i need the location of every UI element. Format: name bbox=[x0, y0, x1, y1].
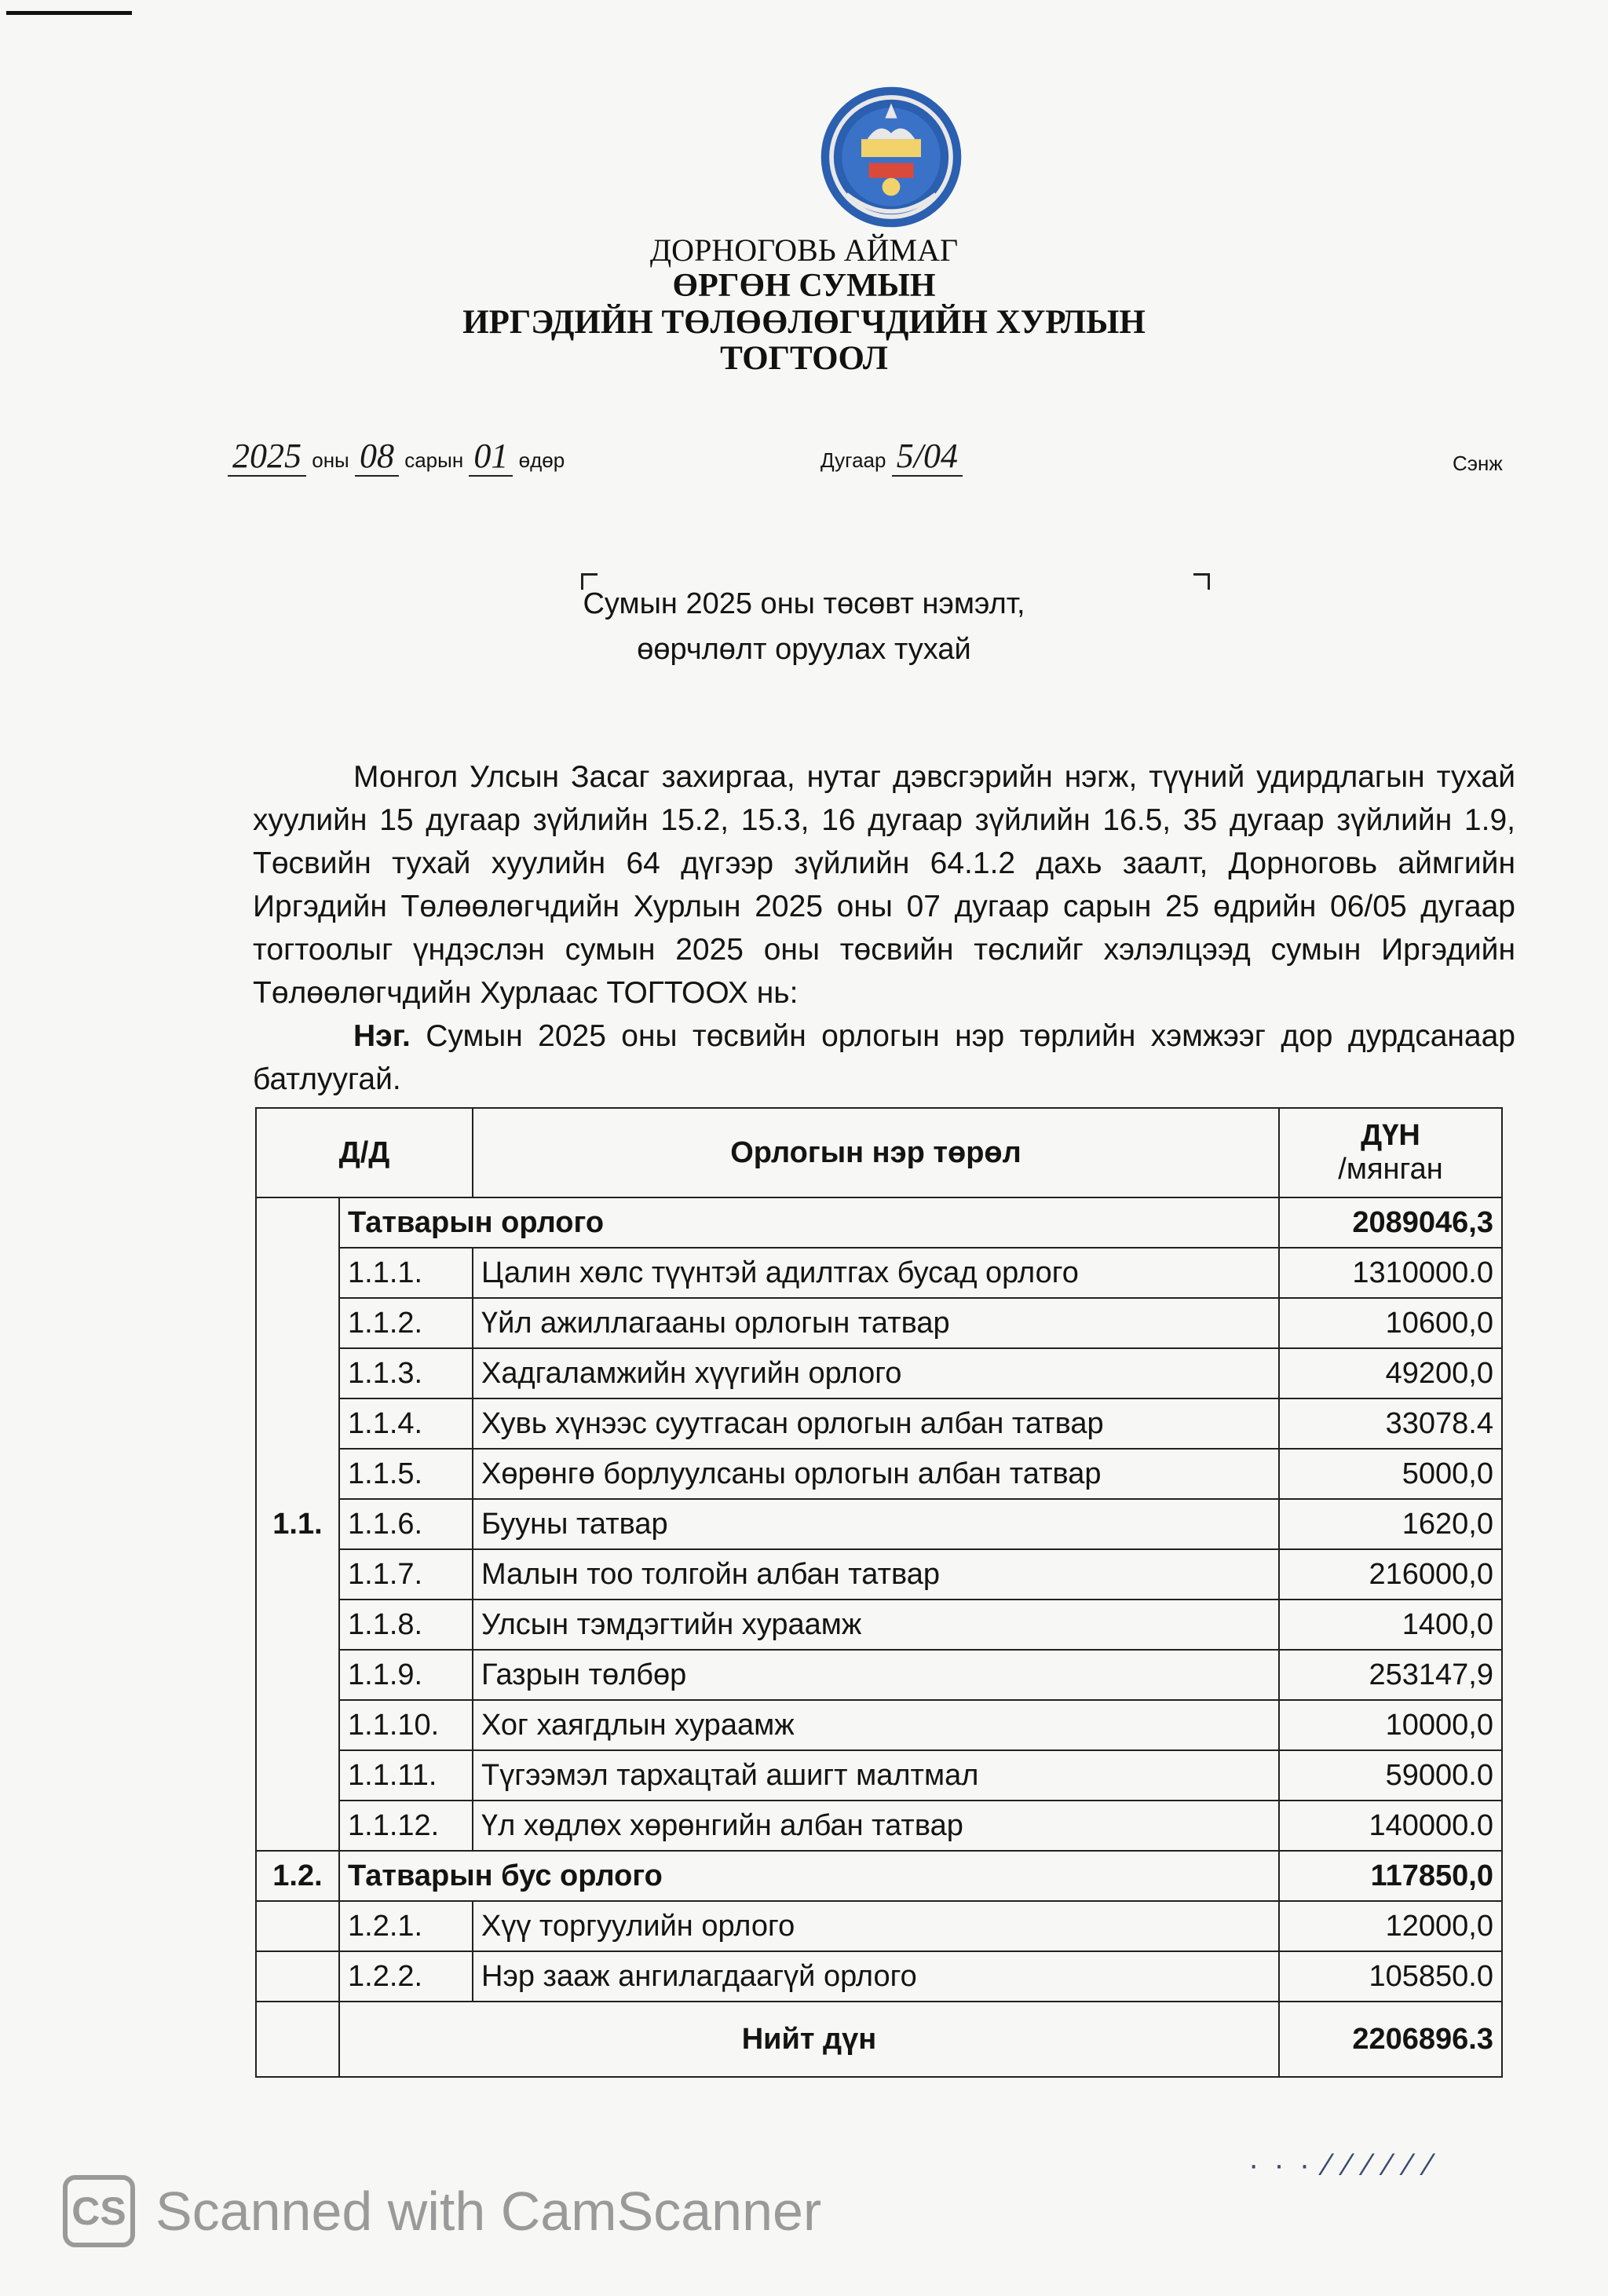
body-paragraph-1: Монгол Улсын Засаг захиргаа, нутаг дэвсгэрийн нэгж, түүний удирдлагын тухай хуулийн 15 дугаар зүйлийн 15.2, 15.3, 16 дугаар зүйлийн 16.5, 35 дугаар зүйлийн 1.9, Төсвийн тухай хуулийн 64 дүгээр зүйлийн 64.1.2 дахь заалт, Дорноговь аймгийн Иргэдийн Төлөөлөгчдийн Хурлын 2025 оны 07 дугаар сарын 25 өдрийн 06/05 дугаар тогтоолыг үндэслэн сумын 2025 оны төсвийн төслийг хэлэлцээд сумын Иргэдийн Төлөөлөгчдийн Хурлаас ТОГТООХ нь: bbox=[253, 760, 1515, 1010]
row-num: 1.1.3. bbox=[339, 1348, 473, 1398]
row-num: 1.1.5. bbox=[339, 1449, 473, 1499]
row-num: 1.1.1. bbox=[339, 1248, 473, 1298]
total-row bbox=[256, 2002, 1502, 2077]
camscanner-text: Scanned with CamScanner bbox=[155, 2181, 822, 2242]
row-name: Үйл ажиллагааны орлогын татвар bbox=[473, 1298, 1279, 1348]
date-year: 2025 bbox=[228, 437, 306, 477]
top-dash bbox=[6, 11, 132, 15]
row-amount: 1400,0 bbox=[1279, 1600, 1502, 1650]
row-amount: 10600,0 bbox=[1279, 1298, 1502, 1348]
row-amount: 216000,0 bbox=[1279, 1549, 1502, 1600]
total-amount: 2206896.3 bbox=[1279, 2002, 1502, 2077]
row-amount: 105850.0 bbox=[1279, 1951, 1502, 2002]
row-num: 1.2.1. bbox=[339, 1901, 473, 1951]
row-amount: 49200,0 bbox=[1279, 1348, 1502, 1398]
row-num: 1.1.10. bbox=[339, 1700, 473, 1750]
row-amount: 5000,0 bbox=[1279, 1449, 1502, 1499]
table-row bbox=[256, 1750, 1502, 1801]
date-month: 08 bbox=[355, 437, 399, 477]
camscanner-logo-icon: CS bbox=[63, 2175, 135, 2247]
col-dd-header: Д/Д bbox=[256, 1108, 473, 1197]
row-name: Газрын төлбөр bbox=[473, 1650, 1279, 1700]
row-num: 1.1.9. bbox=[339, 1650, 473, 1700]
resolution-subject bbox=[0, 581, 1608, 672]
date-line bbox=[228, 436, 565, 476]
table-row bbox=[256, 1600, 1502, 1650]
table-row bbox=[256, 1951, 1502, 2002]
col-name-header: Орлогын нэр төрөл bbox=[473, 1108, 1279, 1197]
row-amount: 1310000.0 bbox=[1279, 1248, 1502, 1298]
subject-line-2: өөрчлөлт оруулах тухай bbox=[637, 633, 971, 666]
row-empty-cell bbox=[256, 1951, 339, 2002]
row-name: Үл хөдлөх хөрөнгийн албан татвар bbox=[473, 1801, 1279, 1851]
date-day: 01 bbox=[469, 437, 513, 477]
header-sum: ӨРГӨН СУМЫН bbox=[672, 268, 936, 304]
header-resolution: ТОГТООЛ bbox=[720, 340, 888, 377]
row-num: 1.2.2. bbox=[339, 1951, 473, 2002]
table-row bbox=[256, 1398, 1502, 1449]
table-row bbox=[256, 1499, 1502, 1549]
table-row bbox=[256, 1801, 1502, 1851]
body-paragraph-2 bbox=[253, 1015, 1515, 1101]
table-row bbox=[256, 1901, 1502, 1951]
state-emblem-icon bbox=[817, 82, 966, 232]
number-line bbox=[820, 436, 963, 476]
group-row-tax bbox=[256, 1197, 1502, 1248]
revenue-table bbox=[255, 1107, 1503, 2078]
group-name: Татварын орлого bbox=[339, 1197, 1279, 1248]
row-num: 1.1.8. bbox=[339, 1600, 473, 1650]
row-name: Хүү торгуулийн орлого bbox=[473, 1901, 1279, 1951]
table-header-row bbox=[256, 1108, 1502, 1197]
row-name: Нэр зааж ангилагдаагүй орлого bbox=[473, 1951, 1279, 2002]
table-row bbox=[256, 1449, 1502, 1499]
group-code: 1.1. bbox=[256, 1197, 339, 1851]
group-amount: 2089046,3 bbox=[1279, 1197, 1502, 1248]
resolution-body bbox=[253, 755, 1515, 1101]
resolution-number: 5/04 bbox=[892, 437, 963, 477]
table-row bbox=[256, 1298, 1502, 1348]
row-num: 1.1.2. bbox=[339, 1298, 473, 1348]
row-name: Хадгаламжийн хүүгийн орлого bbox=[473, 1348, 1279, 1398]
row-name: Малын тоо толгойн албан татвар bbox=[473, 1549, 1279, 1600]
row-amount: 12000,0 bbox=[1279, 1901, 1502, 1951]
col-amount-unit: /мянган bbox=[1338, 1153, 1443, 1186]
row-num: 1.1.7. bbox=[339, 1549, 473, 1600]
date-month-suffix: сарын bbox=[404, 448, 464, 472]
row-amount: 59000.0 bbox=[1279, 1750, 1502, 1801]
group-row-nontax bbox=[256, 1851, 1502, 1901]
row-num: 1.1.11. bbox=[339, 1750, 473, 1801]
row-name: Хог хаягдлын хураамж bbox=[473, 1700, 1279, 1750]
row-name: Түгээмэл тархацтай ашигт малтмал bbox=[473, 1750, 1279, 1801]
table-row bbox=[256, 1348, 1502, 1398]
row-name: Улсын тэмдэгтийн хураамж bbox=[473, 1600, 1279, 1650]
place-name: Сэнж bbox=[1453, 452, 1503, 475]
camscanner-watermark bbox=[63, 2175, 821, 2247]
row-amount: 140000.0 bbox=[1279, 1801, 1502, 1851]
group-code: 1.2. bbox=[256, 1851, 339, 1901]
table-row bbox=[256, 1549, 1502, 1600]
row-amount: 10000,0 bbox=[1279, 1700, 1502, 1750]
subject-line-1: Сумын 2025 оны төсөвт нэмэлт, bbox=[583, 587, 1025, 620]
signature-mark: · · · ⁄ ⁄ ⁄ ⁄ ⁄ ⁄ bbox=[1248, 2148, 1434, 2182]
col-amount-label: ДҮН bbox=[1361, 1119, 1420, 1152]
clause-lead: Нэг. bbox=[353, 1019, 411, 1053]
row-name: Хувь хүнээс суутгасан орлогын албан татвар bbox=[473, 1398, 1279, 1449]
clause-text: Сумын 2025 оны төсвийн орлогын нэр төрлийн хэмжээг дор дурдсанаар батлуугай. bbox=[253, 1019, 1515, 1096]
table-row bbox=[256, 1650, 1502, 1700]
table-row bbox=[256, 1700, 1502, 1750]
group-name: Татварын бус орлого bbox=[339, 1851, 1279, 1901]
row-name: Хөрөнгө борлуулсаны орлогын албан татвар bbox=[473, 1449, 1279, 1499]
row-amount: 253147,9 bbox=[1279, 1650, 1502, 1700]
number-label: Дугаар bbox=[820, 448, 886, 472]
row-num: 1.1.4. bbox=[339, 1398, 473, 1449]
table-row bbox=[256, 1248, 1502, 1298]
row-amount: 33078.4 bbox=[1279, 1398, 1502, 1449]
date-day-suffix: өдөр bbox=[518, 448, 565, 472]
row-name: Бууны татвар bbox=[473, 1499, 1279, 1549]
row-num: 1.1.12. bbox=[339, 1801, 473, 1851]
date-year-suffix: оны bbox=[312, 448, 349, 472]
header-aimag: ДОРНОГОВЬ АЙМАГ bbox=[649, 232, 959, 268]
col-amount-header bbox=[1279, 1108, 1502, 1197]
row-amount: 1620,0 bbox=[1279, 1499, 1502, 1549]
row-num: 1.1.6. bbox=[339, 1499, 473, 1549]
total-empty-cell bbox=[256, 2002, 339, 2077]
header-council: ИРГЭДИЙН ТӨЛӨӨЛӨГЧДИЙН ХУРЛЫН bbox=[462, 304, 1146, 341]
row-name: Цалин хөлс түүнтэй адилтгах бусад орлого bbox=[473, 1248, 1279, 1298]
group-amount: 117850,0 bbox=[1279, 1851, 1502, 1901]
row-empty-cell bbox=[256, 1901, 339, 1951]
total-label: Нийт дүн bbox=[339, 2002, 1279, 2077]
